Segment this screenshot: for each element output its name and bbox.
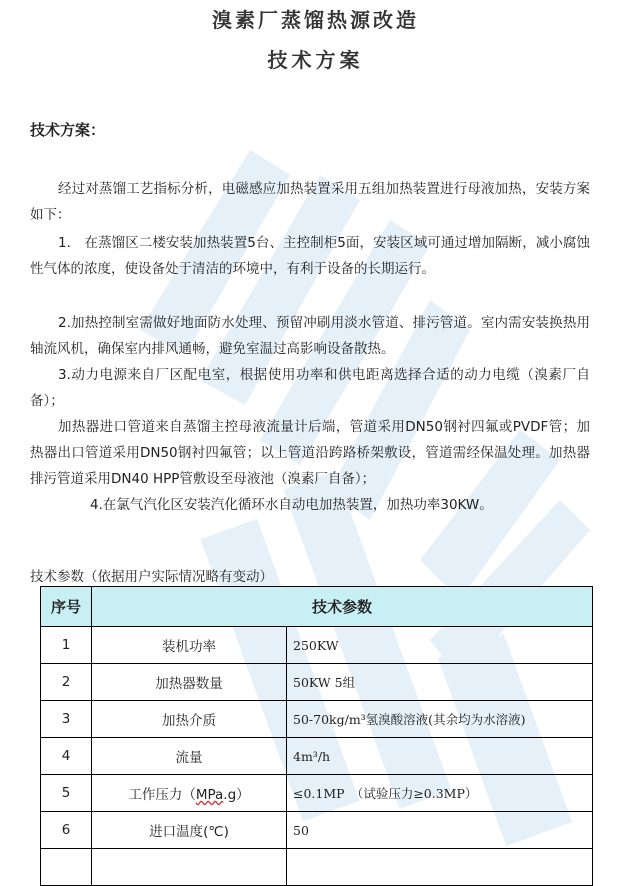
paragraph-item-3: 3.动力电源来自厂区配电室，根据使用功率和供电距离选择合适的动力电缆（溴素厂自备）； <box>30 367 590 409</box>
header-index: 序号 <box>41 587 92 627</box>
table-caption: 技术参数（依据用户实际情况略有变动） <box>30 569 273 585</box>
row-value: 250KW <box>287 627 593 664</box>
table-row <box>41 812 593 849</box>
row-name-unit: MPa <box>195 787 224 803</box>
row-value: 50KW 5组 <box>287 664 593 701</box>
row-name: 进口温度(℃) <box>92 812 287 849</box>
row-value: ≤0.1MP （试验压力≥0.3MP） <box>287 775 593 812</box>
row-index: 3 <box>41 701 92 738</box>
paragraph-item-2: 2.加热控制室需做好地面防水处理、预留冲刷用淡水管道、排污管道。室内需安装换热用轴流风机，确保室内排风通畅，避免室温过高影响设备散热。 <box>30 315 590 357</box>
row-index: 5 <box>41 775 92 812</box>
row-index: 1 <box>41 627 92 664</box>
document-subtitle: 技术方案 <box>267 48 364 72</box>
document-title: 溴素厂蒸馏热源改造 <box>212 8 419 32</box>
table-header-row <box>41 587 593 627</box>
paragraph-pipes: 加热器进口管道来自蒸馏主控母液流量计后端，管道采用DN50钢衬四氟或PVDF管；加热器出口管道采用DN50钢衬四氟管；以上管道沿跨路桥架敷设，管道需经保温处理。加热器排污管道采用DN40 HPP管敷设至母液池（溴素厂自备）； <box>30 419 590 487</box>
row-name <box>92 775 287 812</box>
row-index: 4 <box>41 738 92 775</box>
table-row <box>41 849 593 886</box>
row-value: 4m³/h <box>287 738 593 775</box>
paragraph-item-1: 1. 在蒸馏区二楼安装加热装置5台、主控制柜5面，安装区域可通过增加隔断，减小腐蚀性气体的浓度，使设备处于清洁的环境中，有利于设备的长期运行。 <box>30 235 590 277</box>
row-index <box>41 849 92 886</box>
row-name-suffix: .g） <box>223 787 250 803</box>
row-name: 流量 <box>92 738 287 775</box>
paragraph-item-4: 4.在氯气汽化区安装汽化循环水自动电加热装置，加热功率30KW。 <box>90 497 493 513</box>
table-row <box>41 627 593 664</box>
row-index: 2 <box>41 664 92 701</box>
row-name <box>92 849 287 886</box>
row-value: 50-70kg/m³氢溴酸溶液(其余均为水溶液) <box>287 701 593 738</box>
table-row <box>41 701 593 738</box>
row-value: 50 <box>287 812 593 849</box>
table-row <box>41 775 593 812</box>
table-row <box>41 738 593 775</box>
row-name-prefix: 工作压力（ <box>128 787 196 803</box>
row-value <box>287 849 593 886</box>
row-name: 装机功率 <box>92 627 287 664</box>
row-name: 加热介质 <box>92 701 287 738</box>
paragraph-intro: 经过对蒸馏工艺指标分析，电磁感应加热装置采用五组加热装置进行母液加热，安装方案如下： <box>30 181 590 223</box>
table-row <box>41 664 593 701</box>
section-heading: 技术方案： <box>30 121 106 139</box>
tech-params-table <box>40 586 593 886</box>
header-params: 技术参数 <box>92 587 593 627</box>
row-name: 加热器数量 <box>92 664 287 701</box>
row-index: 6 <box>41 812 92 849</box>
